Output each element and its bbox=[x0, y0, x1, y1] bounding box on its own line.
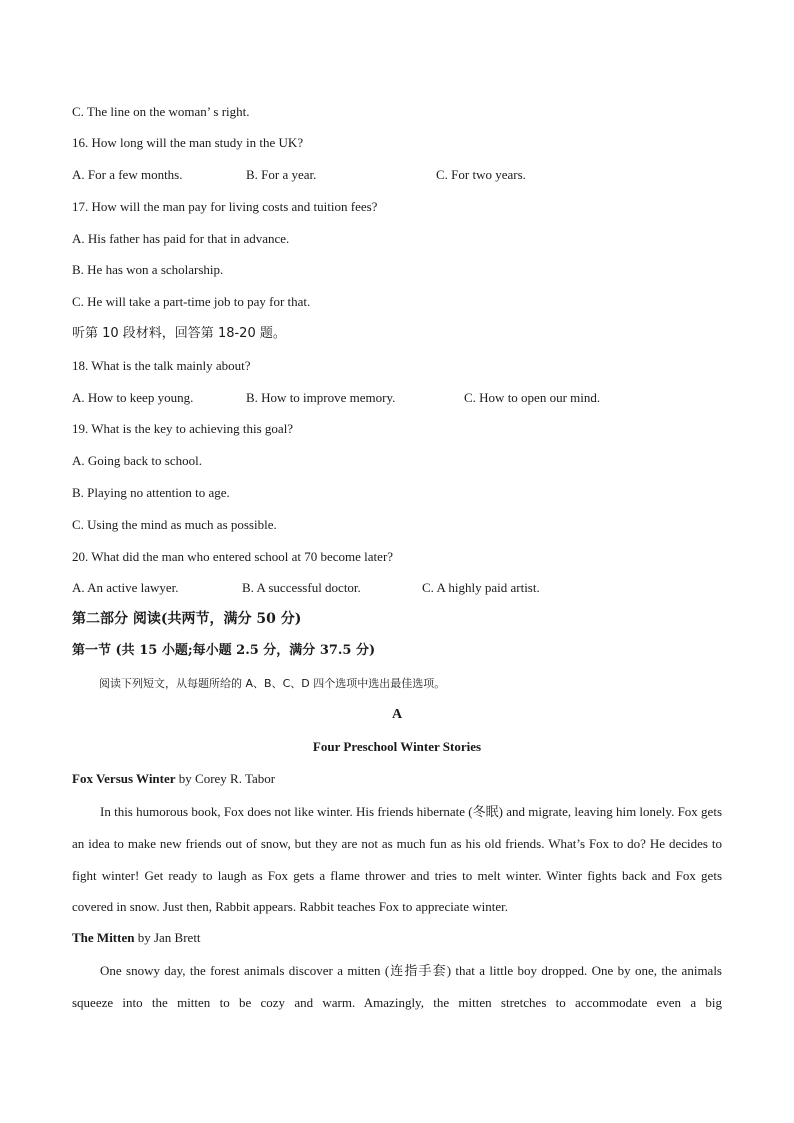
q20-option-a: A. An active lawyer. bbox=[72, 580, 179, 595]
story-2-title: The Mitten bbox=[72, 930, 135, 945]
q18-option-b: B. How to improve memory. bbox=[246, 390, 396, 405]
q18-stem: 18. What is the talk mainly about? bbox=[72, 358, 251, 373]
q19-stem: 19. What is the key to achieving this goal? bbox=[72, 421, 294, 436]
q17-option-a: A. His father has paid for that in advance. bbox=[72, 231, 290, 246]
part-two-title: 第二部分 阅读(共两节，满分 50 分) bbox=[72, 611, 302, 627]
q17-stem: 17. How will the man pay for living costs and tuition fees? bbox=[72, 199, 378, 214]
q19-option-a: A. Going back to school. bbox=[72, 453, 202, 468]
q16-stem: 16. How long will the man study in the UK? bbox=[72, 135, 304, 150]
q17-option-c: C. He will take a part-time job to pay for that. bbox=[72, 294, 311, 309]
story-2-heading bbox=[72, 930, 201, 946]
q16-option-c: C. For two years. bbox=[436, 167, 526, 182]
q15-option-c: C. The line on the woman’ s right. bbox=[72, 104, 250, 119]
q19-option-c: C. Using the mind as much as possible. bbox=[72, 517, 277, 532]
story-2-author: by Jan Brett bbox=[134, 930, 201, 945]
q16-option-b: B. For a year. bbox=[246, 167, 317, 182]
q20-option-c: C. A highly paid artist. bbox=[422, 580, 540, 595]
story-2-body: One snowy day, the forest animals discover a mitten (连指手套) that a little boy dropped. One by one, the animals squeeze into the mitten to be cozy and warm. Amazingly, the mitten stretches to accommodate even a big bbox=[72, 963, 722, 1010]
reading-instruction: 阅读下列短文，从每题所给的 A、B、C、D 四个选项中选出最佳选项。 bbox=[99, 677, 446, 690]
q20-stem: 20. What did the man who entered school at 70 become later? bbox=[72, 549, 394, 564]
q18-option-a: A. How to keep young. bbox=[72, 390, 194, 405]
story-1-body: In this humorous book, Fox does not like winter. His friends hibernate (冬眠) and migrate, leaving him lonely. Fox gets an idea to make new friends out of snow, but they are not as much fun as his old friends. What’s Fox to do? He decides to fight winter! Get ready to laugh as Fox gets a flame thrower and tries to melt winter. Winter fights back and Fox gets covered in snow. Just then, Rabbit appears. Rabbit teaches Fox to appreciate winter. bbox=[72, 804, 722, 915]
q17-option-b: B. He has won a scholarship. bbox=[72, 262, 224, 277]
passage-title: Four Preschool Winter Stories bbox=[312, 739, 482, 754]
story-1-heading bbox=[72, 771, 275, 787]
q16-option-a: A. For a few months. bbox=[72, 167, 183, 182]
q18-option-c: C. How to open our mind. bbox=[464, 390, 601, 405]
story-1-title: Fox Versus Winter bbox=[72, 771, 176, 786]
section-one-title: 第一节 (共 15 小题;每小题 2.5 分，满分 37.5 分) bbox=[72, 643, 376, 658]
passage-letter: A bbox=[391, 707, 403, 722]
q19-option-b: B. Playing no attention to age. bbox=[72, 485, 230, 500]
material-10-heading: 听第 10 段材料，回答第 18-20 题。 bbox=[72, 326, 286, 341]
q20-option-b: B. A successful doctor. bbox=[242, 580, 361, 595]
story-1-author: by Corey R. Tabor bbox=[175, 771, 276, 786]
